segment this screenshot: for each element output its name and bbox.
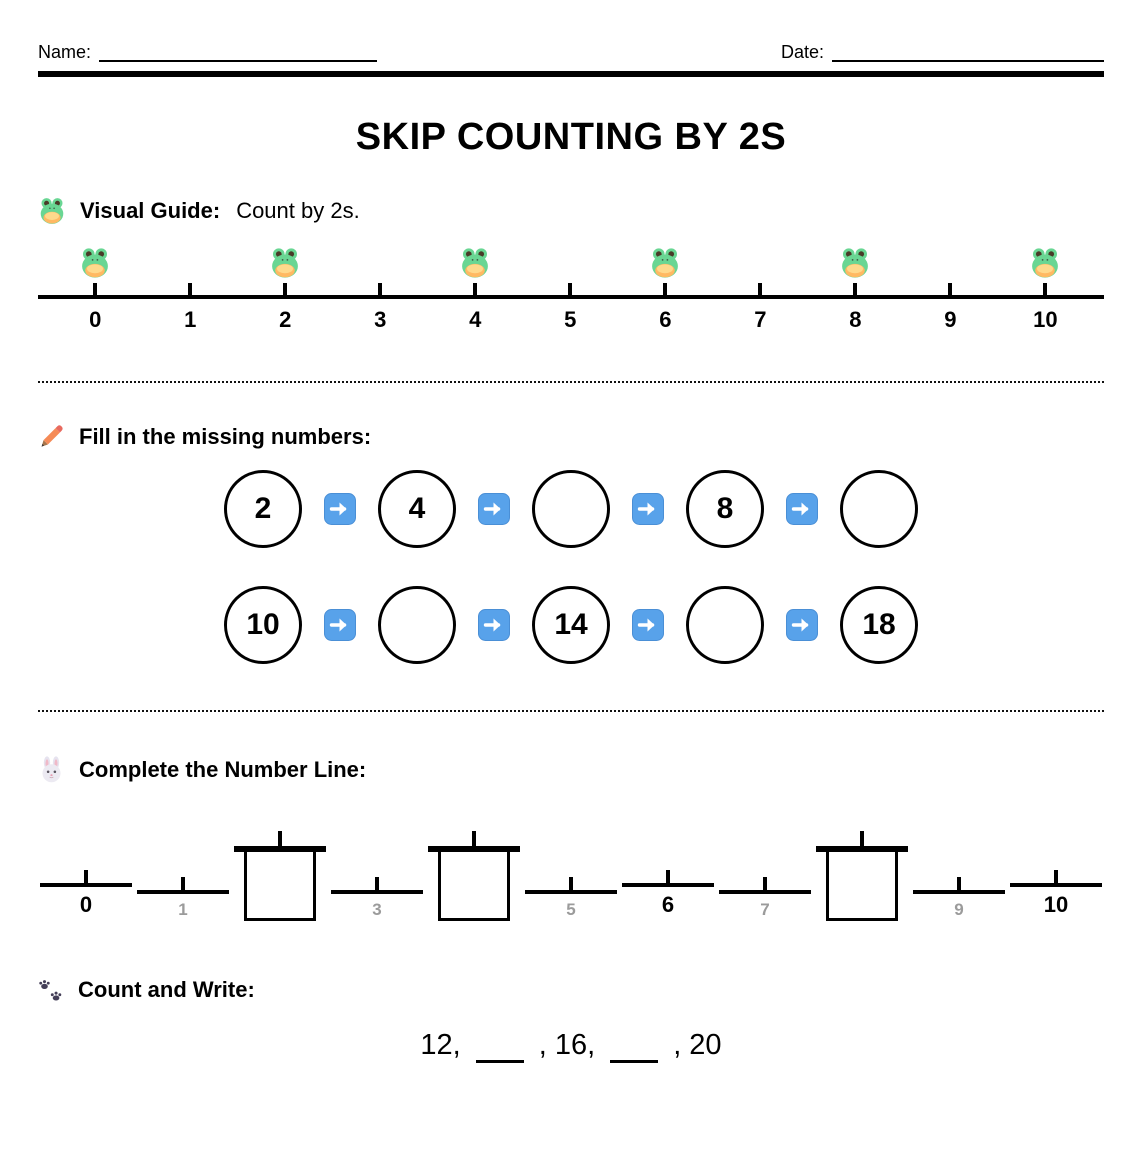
page-title: SKIP COUNTING BY 2S	[355, 116, 787, 158]
number-circle: 14	[532, 586, 610, 664]
tick-mark	[188, 283, 192, 299]
tick-mark	[763, 877, 767, 894]
count-write-sequence	[38, 1027, 1104, 1063]
frog-icon	[1029, 247, 1061, 279]
number-label: 5	[564, 307, 577, 332]
header-rule	[38, 71, 1104, 77]
count-write-title: Count and Write:	[78, 977, 255, 1002]
number-line-position-10	[1010, 870, 1102, 921]
pencil-icon	[38, 423, 65, 450]
date-field-group	[781, 42, 1104, 62]
number-label: 3	[372, 900, 382, 919]
sequence-number: , 16,	[538, 1029, 596, 1061]
visual-guide-subtitle: Count by 2s.	[236, 198, 360, 223]
number-line-position-7	[744, 247, 776, 333]
number-label: 9	[944, 307, 957, 332]
line-segment	[525, 877, 617, 894]
number-label: 7	[760, 900, 770, 919]
frog-icon	[839, 247, 871, 279]
tick-mark	[473, 283, 477, 299]
number-circle: 4	[378, 470, 456, 548]
frog-icon	[459, 247, 491, 279]
number-label: 6	[661, 892, 675, 917]
tick-mark	[948, 283, 952, 299]
complete-line-heading	[38, 756, 1104, 783]
number-label: 1	[178, 900, 188, 919]
date-label: Date:	[780, 42, 824, 62]
answer-blank[interactable]	[476, 1031, 524, 1063]
arrow-right-icon	[631, 608, 665, 642]
fill-missing-heading	[38, 423, 1104, 450]
number-label: 10	[1043, 892, 1069, 917]
fill-rows	[38, 470, 1104, 664]
visual-guide-title: Visual Guide:	[80, 198, 221, 223]
name-blank-line[interactable]	[99, 44, 377, 62]
section-divider	[38, 710, 1104, 712]
date-blank-line[interactable]	[832, 44, 1104, 62]
line-segment	[137, 877, 229, 894]
tick-mark	[375, 877, 379, 894]
number-label: 6	[659, 307, 672, 332]
arrow-right-icon	[785, 608, 819, 642]
empty-answer-circle[interactable]	[686, 586, 764, 664]
answer-box[interactable]	[244, 852, 316, 921]
header	[38, 42, 1104, 62]
number-label: 10	[1033, 307, 1058, 332]
tick-mark	[663, 283, 667, 299]
tick-mark	[666, 870, 670, 887]
tick-mark	[853, 283, 857, 299]
fill-row-1	[38, 470, 1104, 548]
frog-icon	[649, 247, 681, 279]
name-field-group	[38, 42, 377, 62]
line-segment	[1010, 870, 1102, 887]
number-label: 3	[374, 307, 387, 332]
number-line-position-10	[1029, 247, 1061, 333]
number-label: 4	[469, 307, 482, 332]
rabbit-icon	[38, 756, 65, 783]
number-line-position-0	[40, 870, 132, 921]
visual-guide-heading	[38, 197, 1104, 225]
tick-mark	[472, 831, 476, 846]
visual-number-line	[38, 247, 1104, 335]
line-segment	[913, 877, 1005, 894]
number-label: 0	[89, 307, 102, 332]
number-circle: 18	[840, 586, 918, 664]
sequence-number: 12,	[420, 1029, 461, 1061]
number-label: 9	[954, 900, 964, 919]
number-line-position-1	[137, 877, 229, 921]
name-label: Name:	[38, 42, 92, 62]
fill-row-2	[38, 586, 1104, 664]
number-line-position-3	[331, 877, 423, 921]
tick-mark	[1043, 283, 1047, 299]
arrow-right-icon	[323, 608, 357, 642]
tick-mark	[1054, 870, 1058, 887]
frog-spacer	[744, 247, 776, 279]
answer-box[interactable]	[826, 852, 898, 921]
number-label: 2	[279, 307, 292, 332]
line-segment	[331, 877, 423, 894]
tick-mark	[860, 831, 864, 846]
empty-answer-circle[interactable]	[378, 586, 456, 664]
answer-box[interactable]	[438, 852, 510, 921]
arrow-right-icon	[477, 608, 511, 642]
number-circle: 10	[224, 586, 302, 664]
number-line-position-6	[649, 247, 681, 333]
frog-spacer	[174, 247, 206, 279]
frog-icon	[269, 247, 301, 279]
number-line-position-1	[174, 247, 206, 333]
arrow-right-icon	[631, 492, 665, 526]
answer-box-cell	[234, 831, 326, 921]
number-line-position-8	[839, 247, 871, 333]
number-line-position-4	[459, 247, 491, 333]
number-label: 7	[754, 307, 767, 332]
fill-missing-title: Fill in the missing numbers:	[79, 423, 372, 449]
paw-prints-icon	[38, 977, 64, 1003]
number-label: 5	[566, 900, 576, 919]
tick-mark	[283, 283, 287, 299]
sequence-number: , 20	[673, 1029, 722, 1061]
count-write-heading	[38, 977, 1104, 1003]
number-line-position-5	[554, 247, 586, 333]
section-divider	[38, 381, 1104, 383]
number-line-position-9	[934, 247, 966, 333]
complete-line-title: Complete the Number Line:	[79, 756, 367, 782]
tick-mark	[569, 877, 573, 894]
frog-icon	[38, 197, 66, 225]
number-circle: 2	[224, 470, 302, 548]
tick-mark	[568, 283, 572, 299]
number-line-position-0	[79, 247, 111, 333]
answer-box-cell	[816, 831, 908, 921]
tick-mark	[957, 877, 961, 894]
number-label: 8	[849, 307, 862, 332]
line-segment	[622, 870, 714, 887]
answer-box-cell	[428, 831, 520, 921]
number-circle: 8	[686, 470, 764, 548]
empty-answer-circle[interactable]	[840, 470, 918, 548]
arrow-right-icon	[785, 492, 819, 526]
tick-mark	[181, 877, 185, 894]
number-line-position-7	[719, 877, 811, 921]
tick-mark	[84, 870, 88, 887]
arrow-right-icon	[323, 492, 357, 526]
frog-icon	[79, 247, 111, 279]
line-segment	[40, 870, 132, 887]
empty-answer-circle[interactable]	[532, 470, 610, 548]
number-line-position-5	[525, 877, 617, 921]
line-segment	[719, 877, 811, 894]
frog-spacer	[364, 247, 396, 279]
tick-mark	[758, 283, 762, 299]
tick-mark	[378, 283, 382, 299]
number-line-position-9	[913, 877, 1005, 921]
number-line-position-6	[622, 870, 714, 921]
arrow-right-icon	[477, 492, 511, 526]
number-label: 1	[184, 307, 197, 332]
complete-number-line	[38, 831, 1104, 921]
frog-spacer	[554, 247, 586, 279]
number-line-position-3	[364, 247, 396, 333]
tick-mark	[93, 283, 97, 299]
number-label: 0	[79, 892, 93, 917]
frog-spacer	[934, 247, 966, 279]
number-line-position-2	[269, 247, 301, 333]
tick-mark	[278, 831, 282, 846]
answer-blank[interactable]	[610, 1031, 658, 1063]
